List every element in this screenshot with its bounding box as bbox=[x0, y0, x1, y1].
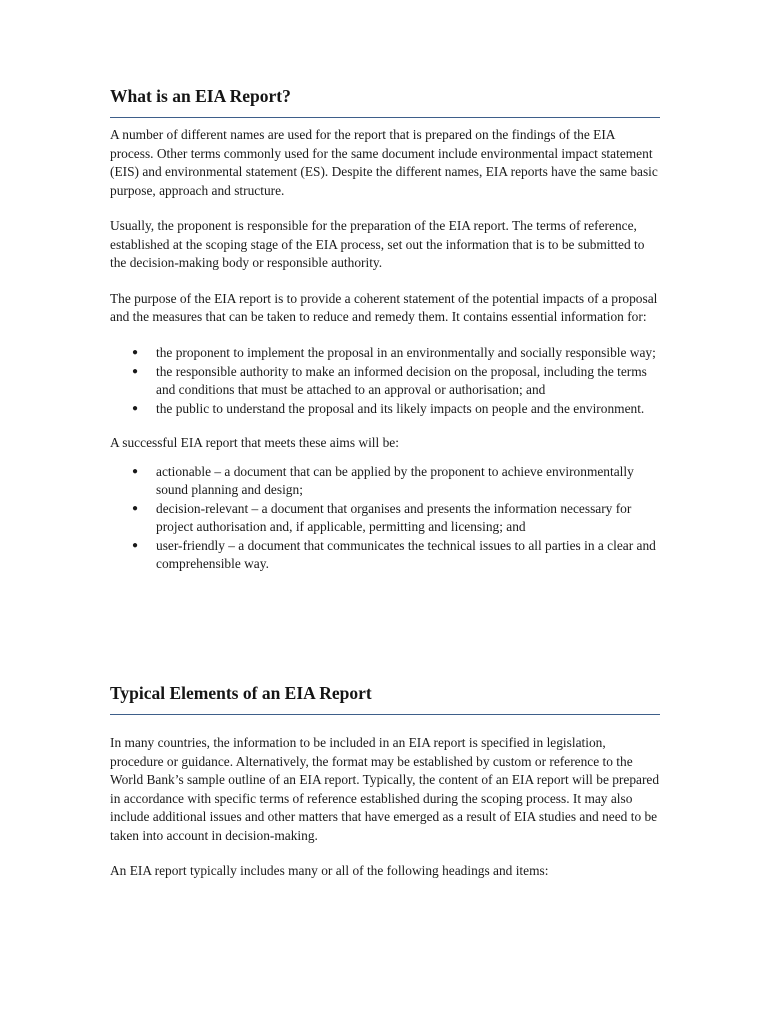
section-heading: What is an EIA Report? bbox=[110, 86, 291, 106]
paragraph: A number of different names are used for the report that is prepared on the findings of the EIA process. Other terms commonly used for the same document include environmental impact statement (EIS) and environmental statement (ES). Despite the different names, EIA reports have the same basic purpose, approach and structure. bbox=[110, 127, 658, 198]
section-what-is-eia-report bbox=[110, 84, 660, 611]
bullet-icon: ● bbox=[132, 402, 139, 414]
list-item bbox=[110, 537, 660, 573]
list-item-text: the proponent to implement the proposal in an environmentally and socially responsible way; bbox=[156, 344, 656, 360]
list-item-text: the responsible authority to make an informed decision on the proposal, including the terms and conditions that must be attached to an approval or authorisation; and bbox=[156, 363, 647, 397]
list-item-text: user-friendly – a document that communicates the technical issues to all parties in a clear and comprehensible way. bbox=[156, 538, 656, 571]
paragraph: In many countries, the information to be included in an EIA report is specified in legislation, procedure or guidance. Alternatively, the format may be established by custom or reference to the World Bank’s sample outline of an EIA report. Typically, the content of an EIA report will be prepared in accordance with specific terms of reference established during the scoping process. It may also include additional issues and other matters that have emerged as a result of EIA studies and need to be taken into account in decision-making. bbox=[110, 735, 660, 843]
section-typical-elements bbox=[110, 681, 660, 898]
bullet-list-information-for bbox=[110, 344, 660, 418]
list-item bbox=[110, 344, 660, 362]
paragraph: Usually, the proponent is responsible for the preparation of the EIA report. The terms of reference, established at the scoping stage of the EIA process, set out the information that is to be submitted to the decision-making body or responsible authority. bbox=[110, 218, 645, 270]
bullet-icon: ● bbox=[132, 466, 139, 477]
list-item bbox=[110, 400, 660, 418]
section-heading: Typical Elements of an EIA Report bbox=[110, 683, 372, 703]
bullet-icon: ● bbox=[132, 540, 139, 551]
list-item-text: actionable – a document that can be applied by the proponent to achieve environmentally sound planning and design; bbox=[156, 464, 634, 497]
list-item-text: the public to understand the proposal and its likely impacts on people and the environment. bbox=[156, 400, 645, 416]
heading-divider bbox=[110, 117, 660, 118]
list-item-text: decision-relevant – a document that organises and presents the information necessary for project authorisation and, if applicable, permitting and licensing; and bbox=[156, 501, 632, 534]
heading-divider bbox=[110, 714, 660, 715]
list-item bbox=[110, 500, 660, 536]
bullet-icon: ● bbox=[132, 503, 139, 514]
paragraph: The purpose of the EIA report is to provide a coherent statement of the potential impacts of a proposal and the measures that can be taken to reduce and remedy them. It contains essential information for: bbox=[110, 290, 658, 324]
paragraph: A successful EIA report that meets these aims will be: bbox=[110, 434, 399, 450]
list-item bbox=[110, 363, 660, 399]
bullet-icon: ● bbox=[132, 365, 139, 377]
bullet-list-report-qualities bbox=[110, 463, 660, 573]
list-item bbox=[110, 463, 660, 499]
bullet-icon: ● bbox=[132, 346, 139, 358]
paragraph: An EIA report typically includes many or all of the following headings and items: bbox=[110, 863, 549, 878]
